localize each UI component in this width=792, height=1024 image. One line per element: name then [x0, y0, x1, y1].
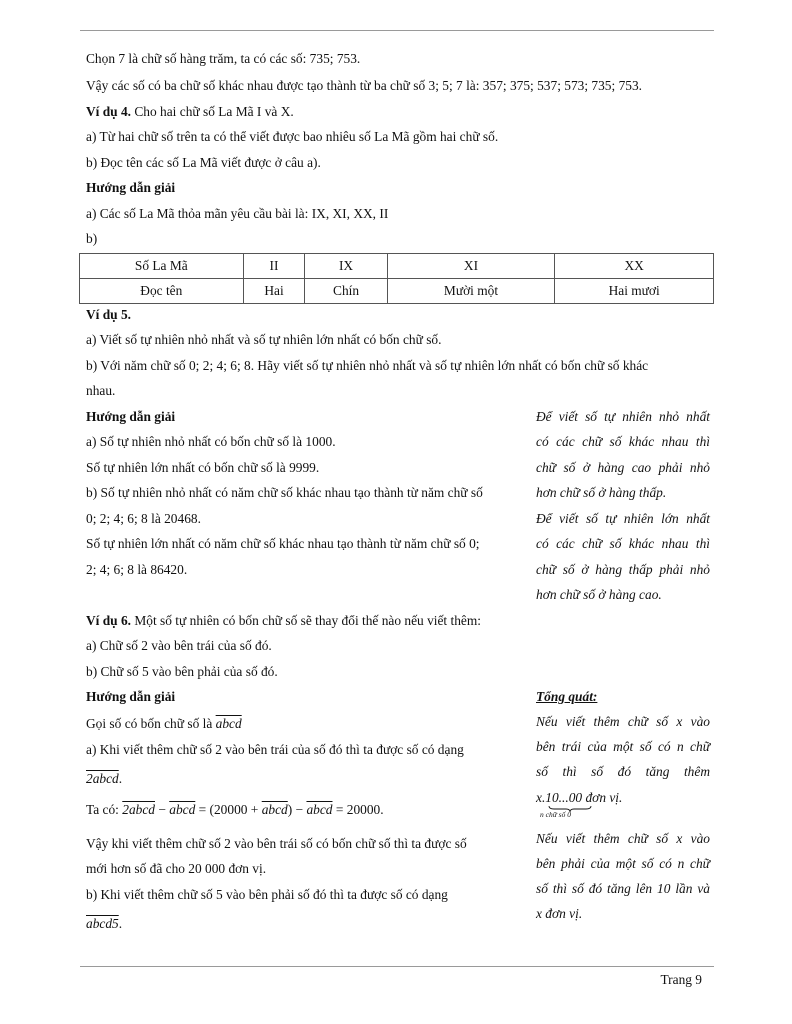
- table-cell: Chín: [305, 279, 387, 304]
- text-line: Vậy các số có ba chữ số khác nhau được tạo thành từ ba chữ số 3; 5; 7 là: 357; 375; 537; 573; 735; 753.: [86, 78, 643, 93]
- roman-numeral-table: [79, 253, 714, 304]
- question-b: b) Đọc tên các số La Mã viết được ở câu a).: [86, 155, 321, 170]
- table-cell: XX: [555, 254, 714, 279]
- general-note: Nếu viết thêm chữ số x vào: [536, 714, 710, 729]
- formula-unit: đơn vị.: [582, 790, 623, 805]
- bottom-rule: [80, 966, 714, 967]
- question-a: a) Chữ số 2 vào bên trái của số đó.: [86, 638, 272, 653]
- side-note: Để viết số tự nhiên lớn nhất: [536, 511, 710, 526]
- formula: x.10...00: [536, 790, 583, 805]
- solution-line: [86, 915, 122, 933]
- example-text: Cho hai chữ số La Mã I và X.: [131, 104, 294, 119]
- side-note: chữ số ở hàng thấp phải nhỏ: [536, 562, 710, 577]
- solution-line: a) Khi viết thêm chữ số 2 vào bên trái của số đó thì ta được số có dạng: [86, 742, 464, 757]
- solution-line: 0; 2; 4; 6; 8 là 20468.: [86, 511, 201, 526]
- question-b-cont: nhau.: [86, 383, 116, 398]
- answer-b: b): [86, 231, 98, 246]
- general-note: bên phải của một số có n chữ: [536, 856, 710, 871]
- side-note: hơn chữ số ở hàng cao.: [536, 587, 662, 602]
- table-cell: Mười một: [387, 279, 555, 304]
- example-4-heading: [86, 103, 294, 121]
- general-note: số thì số đó tăng thêm: [536, 764, 710, 779]
- guide-heading: Hướng dẫn giải: [86, 180, 176, 195]
- formula-under-label: n chữ số 0: [540, 810, 571, 819]
- punct: .: [118, 771, 123, 786]
- overline-number: 2abcd: [122, 802, 155, 817]
- question-b: b) Với năm chữ số 0; 2; 4; 6; 8. Hãy viết số tự nhiên nhỏ nhất và số tự nhiên lớn nhất có bốn chữ số khác: [86, 358, 649, 373]
- guide-heading: Hướng dẫn giải: [86, 689, 176, 704]
- example-label: Ví dụ 6.: [86, 613, 132, 628]
- overline-number: abcd: [306, 802, 333, 817]
- table-cell: Hai: [243, 279, 305, 304]
- side-note: có các chữ số khác nhau thì: [536, 434, 710, 449]
- solution-line: [86, 770, 122, 788]
- solution-line: 2; 4; 6; 8 là 86420.: [86, 562, 188, 577]
- general-note: số thì số đó tăng lên 10 lần và: [536, 881, 710, 896]
- page-number: Trang 9: [660, 972, 702, 987]
- side-note: hơn chữ số ở hàng thấp.: [536, 485, 667, 500]
- question-a: a) Từ hai chữ số trên ta có thể viết được bao nhiêu số La Mã gồm hai chữ số.: [86, 129, 499, 144]
- overline-number: abcd: [261, 802, 288, 817]
- table-row: [80, 279, 714, 304]
- punct: .: [118, 916, 123, 931]
- example-label: Ví dụ 4.: [86, 104, 132, 119]
- table-cell: II: [243, 254, 305, 279]
- equation-line: [86, 801, 384, 819]
- overline-number: abcd: [215, 716, 242, 731]
- overline-number: 2abcd: [86, 771, 119, 786]
- equation-part: −: [155, 802, 170, 817]
- question-b: b) Chữ số 5 vào bên phải của số đó.: [86, 664, 278, 679]
- solution-line: b) Khi viết thêm chữ số 5 vào bên phải số đó thì ta được số có dạng: [86, 887, 448, 902]
- table-cell: Đọc tên: [80, 279, 244, 304]
- equation-part: = 20000.: [332, 802, 384, 817]
- example-5-heading: Ví dụ 5.: [86, 307, 132, 322]
- question-a: a) Viết số tự nhiên nhỏ nhất và số tự nhiên lớn nhất có bốn chữ số.: [86, 332, 442, 347]
- table-cell: Hai mươi: [555, 279, 714, 304]
- general-note: x đơn vị.: [536, 906, 583, 921]
- overline-number: abcd: [169, 802, 196, 817]
- general-label: Tổng quát:: [536, 689, 598, 704]
- example-6-heading: [86, 612, 481, 630]
- table-cell: IX: [305, 254, 387, 279]
- equation-label: Ta có:: [86, 802, 119, 817]
- equation-part: ) −: [287, 802, 307, 817]
- overline-number: abcd5: [86, 916, 119, 931]
- table-row: [80, 254, 714, 279]
- answer-a: a) Các số La Mã thỏa mãn yêu cầu bài là: IX, XI, XX, II: [86, 206, 389, 221]
- side-note: chữ số ở hàng cao phải nhỏ: [536, 460, 710, 475]
- equation-part: = (20000 +: [195, 802, 262, 817]
- solution-line: [86, 715, 242, 733]
- general-note: bên trái của một số có n chữ: [536, 739, 710, 754]
- solution-line: b) Số tự nhiên nhỏ nhất có năm chữ số khác nhau tạo thành từ năm chữ số: [86, 485, 483, 500]
- side-note: có các chữ số khác nhau thì: [536, 536, 710, 551]
- top-rule: [80, 30, 714, 31]
- table-cell: XI: [387, 254, 555, 279]
- table-cell: Số La Mã: [80, 254, 244, 279]
- solution-line: a) Số tự nhiên nhỏ nhất có bốn chữ số là 1000.: [86, 434, 336, 449]
- solution-line: Vậy khi viết thêm chữ số 2 vào bên trái số có bốn chữ số thì ta được số: [86, 836, 467, 851]
- guide-heading: Hướng dẫn giải: [86, 409, 176, 424]
- solution-line: Số tự nhiên lớn nhất có bốn chữ số là 9999.: [86, 460, 320, 475]
- example-text: Một số tự nhiên có bốn chữ số sẽ thay đổi thế nào nếu viết thêm:: [131, 613, 481, 628]
- solution-line: Số tự nhiên lớn nhất có năm chữ số khác nhau tạo thành từ năm chữ số 0;: [86, 536, 480, 551]
- solution-line: mới hơn số đã cho 20 000 đơn vị.: [86, 861, 267, 876]
- general-heading: [536, 688, 597, 706]
- text-line: Chọn 7 là chữ số hàng trăm, ta có các số: 735; 753.: [86, 51, 361, 66]
- side-note: Để viết số tự nhiên nhỏ nhất: [536, 409, 710, 424]
- general-note: Nếu viết thêm chữ số x vào: [536, 831, 710, 846]
- solution-text: Gọi số có bốn chữ số là: [86, 716, 213, 731]
